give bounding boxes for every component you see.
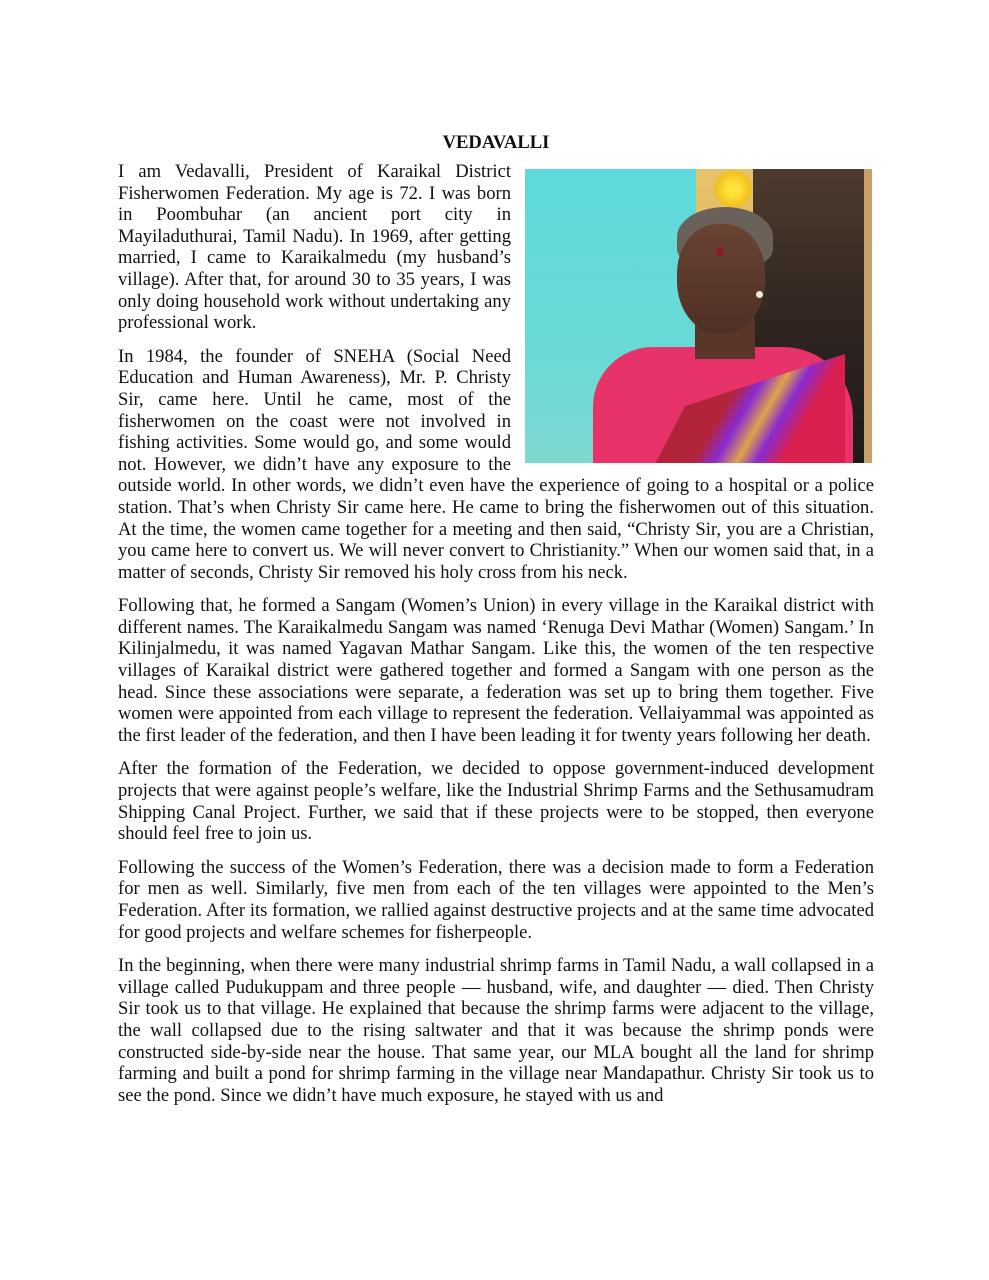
door-edge: [864, 169, 872, 463]
bindi: [716, 248, 724, 257]
face: [677, 224, 765, 334]
paragraph-sneha-founder: In 1984, the founder of SNEHA (Social Need Education and Human Awareness), Mr. P. Christy Sir, came here. Until he came, most of the fisherwomen on the coast were not involved in fishing activities. Some would go, and some would not. However, we didn’t have any exposure to the outside world. In other words, we didn’t even have the experience of going to a hospital or a police station. That’s when Christy Sir came here. He came to bring the fisherwomen out of this situation. At the time, the women came together for a meeting and then said, “Christy Sir, you are a Christian, you came here to convert us. We will never convert to Christianity.” When our women said that, in a matter of seconds, Christy Sir removed his holy cross from his neck.: [118, 345, 874, 583]
paragraph-federation-opposition: After the formation of the Federation, we decided to oppose government-induced development projects that were against people’s welfare, like the Industrial Shrimp Farms and the Sethusamudram Shipping Canal Project. Further, we said that if these projects were to be stopped, then everyone should feel free to join us.: [118, 758, 874, 845]
paragraph-sangam-formation: Following that, he formed a Sangam (Women’s Union) in every village in the Karaikal district with different names. The Karaikalmedu Sangam was named ‘Renuga Devi Mathar (Women) Sangam.’ In Kilinjalmedu, it was named Yagavan Mathar Sangam. Like this, the women of the ten respective villages of Karaikal district were gathered together and formed a Sangam with one person as the head. Since these associations were separate, a federation was set up to bring them together. Five women were appointed from each village to represent the federation. Vellaiyammal was appointed as the first leader of the federation, and then I have been leading it for twenty years following her death.: [118, 595, 874, 746]
document-title: VEDAVALLI: [442, 132, 550, 153]
earring: [756, 291, 763, 298]
paragraph-intro: I am Vedavalli, President of Karaikal District Fisherwomen Federation. My age is 72. I was born in Poombuhar (an ancient port city in Mayiladuthurai, Tamil Nadu). In 1969, after getting married, I came to Karaikalmedu (my husband’s village). After that, for around 30 to 35 years, I was only doing household work without undertaking any professional work.: [118, 161, 511, 334]
document-page: [118, 132, 874, 1118]
flower-garland: [713, 169, 753, 209]
paragraph-shrimp-farms: In the beginning, when there were many industrial shrimp farms in Tamil Nadu, a wall collapsed in a village called Pudukuppam and three people — husband, wife, and daughter — died. Then Christy Sir took us to that village. He explained that because the shrimp farms were adjacent to the village, the wall collapsed due to the rising saltwater and that it was because the shrimp ponds were constructed side-by-side near the house. That same year, our MLA bought all the land for shrimp farming and built a pond for shrimp farming in the village near Mandapathur. Christy Sir took us to see the pond. Since we didn’t have much exposure, he stayed with us and: [118, 955, 874, 1106]
portrait-photo: [525, 169, 872, 463]
paragraph-mens-federation: Following the success of the Women’s Federation, there was a decision made to form a Federation for men as well. Similarly, five men from each of the ten villages were appointed to the Men’s Federation. After its formation, we rallied against destructive projects and at the same time advocated for good projects and welfare schemes for fisherpeople.: [118, 856, 874, 943]
